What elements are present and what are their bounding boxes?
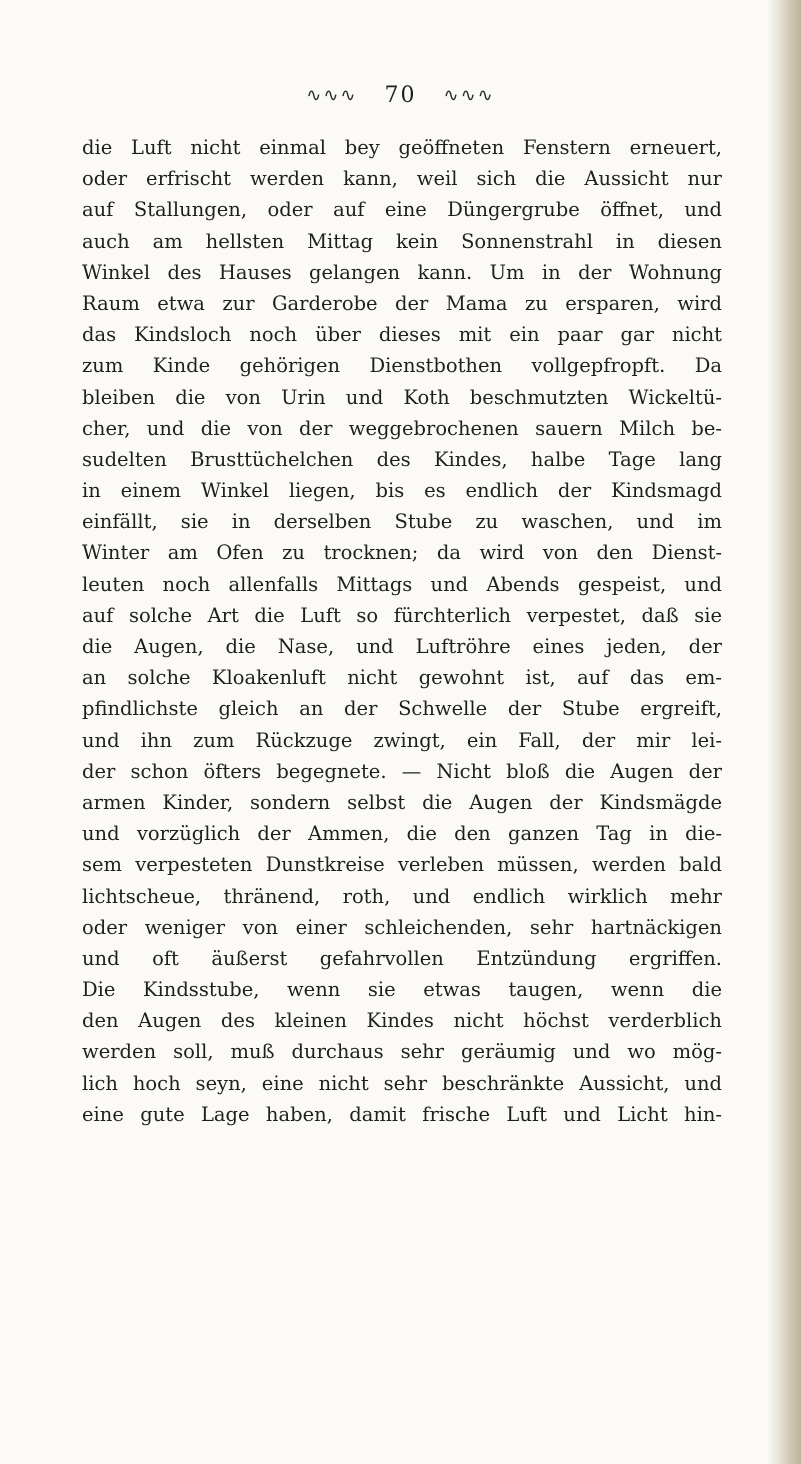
header-ornament-right: ∿∿∿ [443, 84, 495, 106]
text-line: einfällt, sie in derselben Stube zu waschen, und im [82, 510, 722, 534]
page-edge-shadow [767, 0, 801, 1464]
text-line: leuten noch allenfalls Mittags und Abends gespeist, und [82, 572, 722, 596]
text-line: auch am hellsten Mittag kein Sonnenstrahl in diesen [82, 229, 722, 253]
text-line: lich hoch seyn, eine nicht sehr beschränkte Aussicht, und [82, 1071, 722, 1095]
text-line: zum Kinde gehörigen Dienstbothen vollgepfropft. Da [82, 354, 722, 378]
text-line: oder erfrischt werden kann, weil sich die Aussicht nur [82, 167, 722, 191]
text-line: an solche Kloakenluft nicht gewohnt ist, auf das em- [82, 666, 722, 690]
text-line: der schon öfters begegnete. — Nicht bloß die Augen der [82, 759, 722, 783]
text-line: Winkel des Hauses gelangen kann. Um in der Wohnung [82, 260, 722, 284]
text-line: werden soll, muß durchaus sehr geräumig und wo mög- [82, 1040, 722, 1064]
page-header [0, 82, 801, 108]
text-line: die Luft nicht einmal bey geöffneten Fenstern erneuert, [82, 136, 722, 159]
text-line: Raum etwa zur Garderobe der Mama zu ersparen, wird [82, 291, 722, 315]
text-line: und oft äußerst gefahrvollen Entzündung ergriffen. [82, 946, 722, 970]
text-line: und ihn zum Rückzuge zwingt, ein Fall, der mir lei- [82, 728, 722, 752]
text-line: lichtscheue, thränend, roth, und endlich wirklich mehr [82, 884, 722, 908]
body-text [82, 132, 722, 1130]
text-line: den Augen des kleinen Kindes nicht höchst verderblich [82, 1009, 722, 1033]
text-line: eine gute Lage haben, damit frische Luft und Licht hin- [82, 1102, 722, 1126]
text-line: oder weniger von einer schleichenden, sehr hartnäckigen [82, 915, 722, 939]
header-ornament-left: ∿∿∿ [306, 84, 358, 106]
text-line: und vorzüglich der Ammen, die den ganzen Tag in die- [82, 822, 722, 846]
text-line: Winter am Ofen zu trocknen; da wird von den Dienst- [82, 541, 722, 565]
text-line: pfindlichste gleich an der Schwelle der Stube ergreift, [82, 697, 722, 721]
text-line: auf Stallungen, oder auf eine Düngergrube öffnet, und [82, 198, 722, 222]
text-line: bleiben die von Urin und Koth beschmutzten Wickeltü- [82, 385, 722, 409]
text-line: in einem Winkel liegen, bis es endlich der Kindsmagd [82, 479, 722, 503]
text-line: das Kindsloch noch über dieses mit ein paar gar nicht [82, 323, 722, 347]
text-line: auf solche Art die Luft so fürchterlich verpestet, daß sie [82, 603, 722, 627]
text-line: sudelten Brusttüchelchen des Kindes, halbe Tage lang [82, 447, 722, 471]
page-number: 70 [384, 82, 417, 108]
text-line: die Augen, die Nase, und Luftröhre eines jeden, der [82, 635, 722, 658]
text-line: armen Kinder, sondern selbst die Augen der Kindsmägde [82, 790, 722, 814]
text-line: cher, und die von der weggebrochenen sauern Milch be- [82, 416, 722, 440]
text-line: sem verpesteten Dunstkreise verleben müssen, werden bald [82, 853, 722, 877]
text-line: Die Kindsstube, wenn sie etwas taugen, wenn die [82, 978, 722, 1002]
